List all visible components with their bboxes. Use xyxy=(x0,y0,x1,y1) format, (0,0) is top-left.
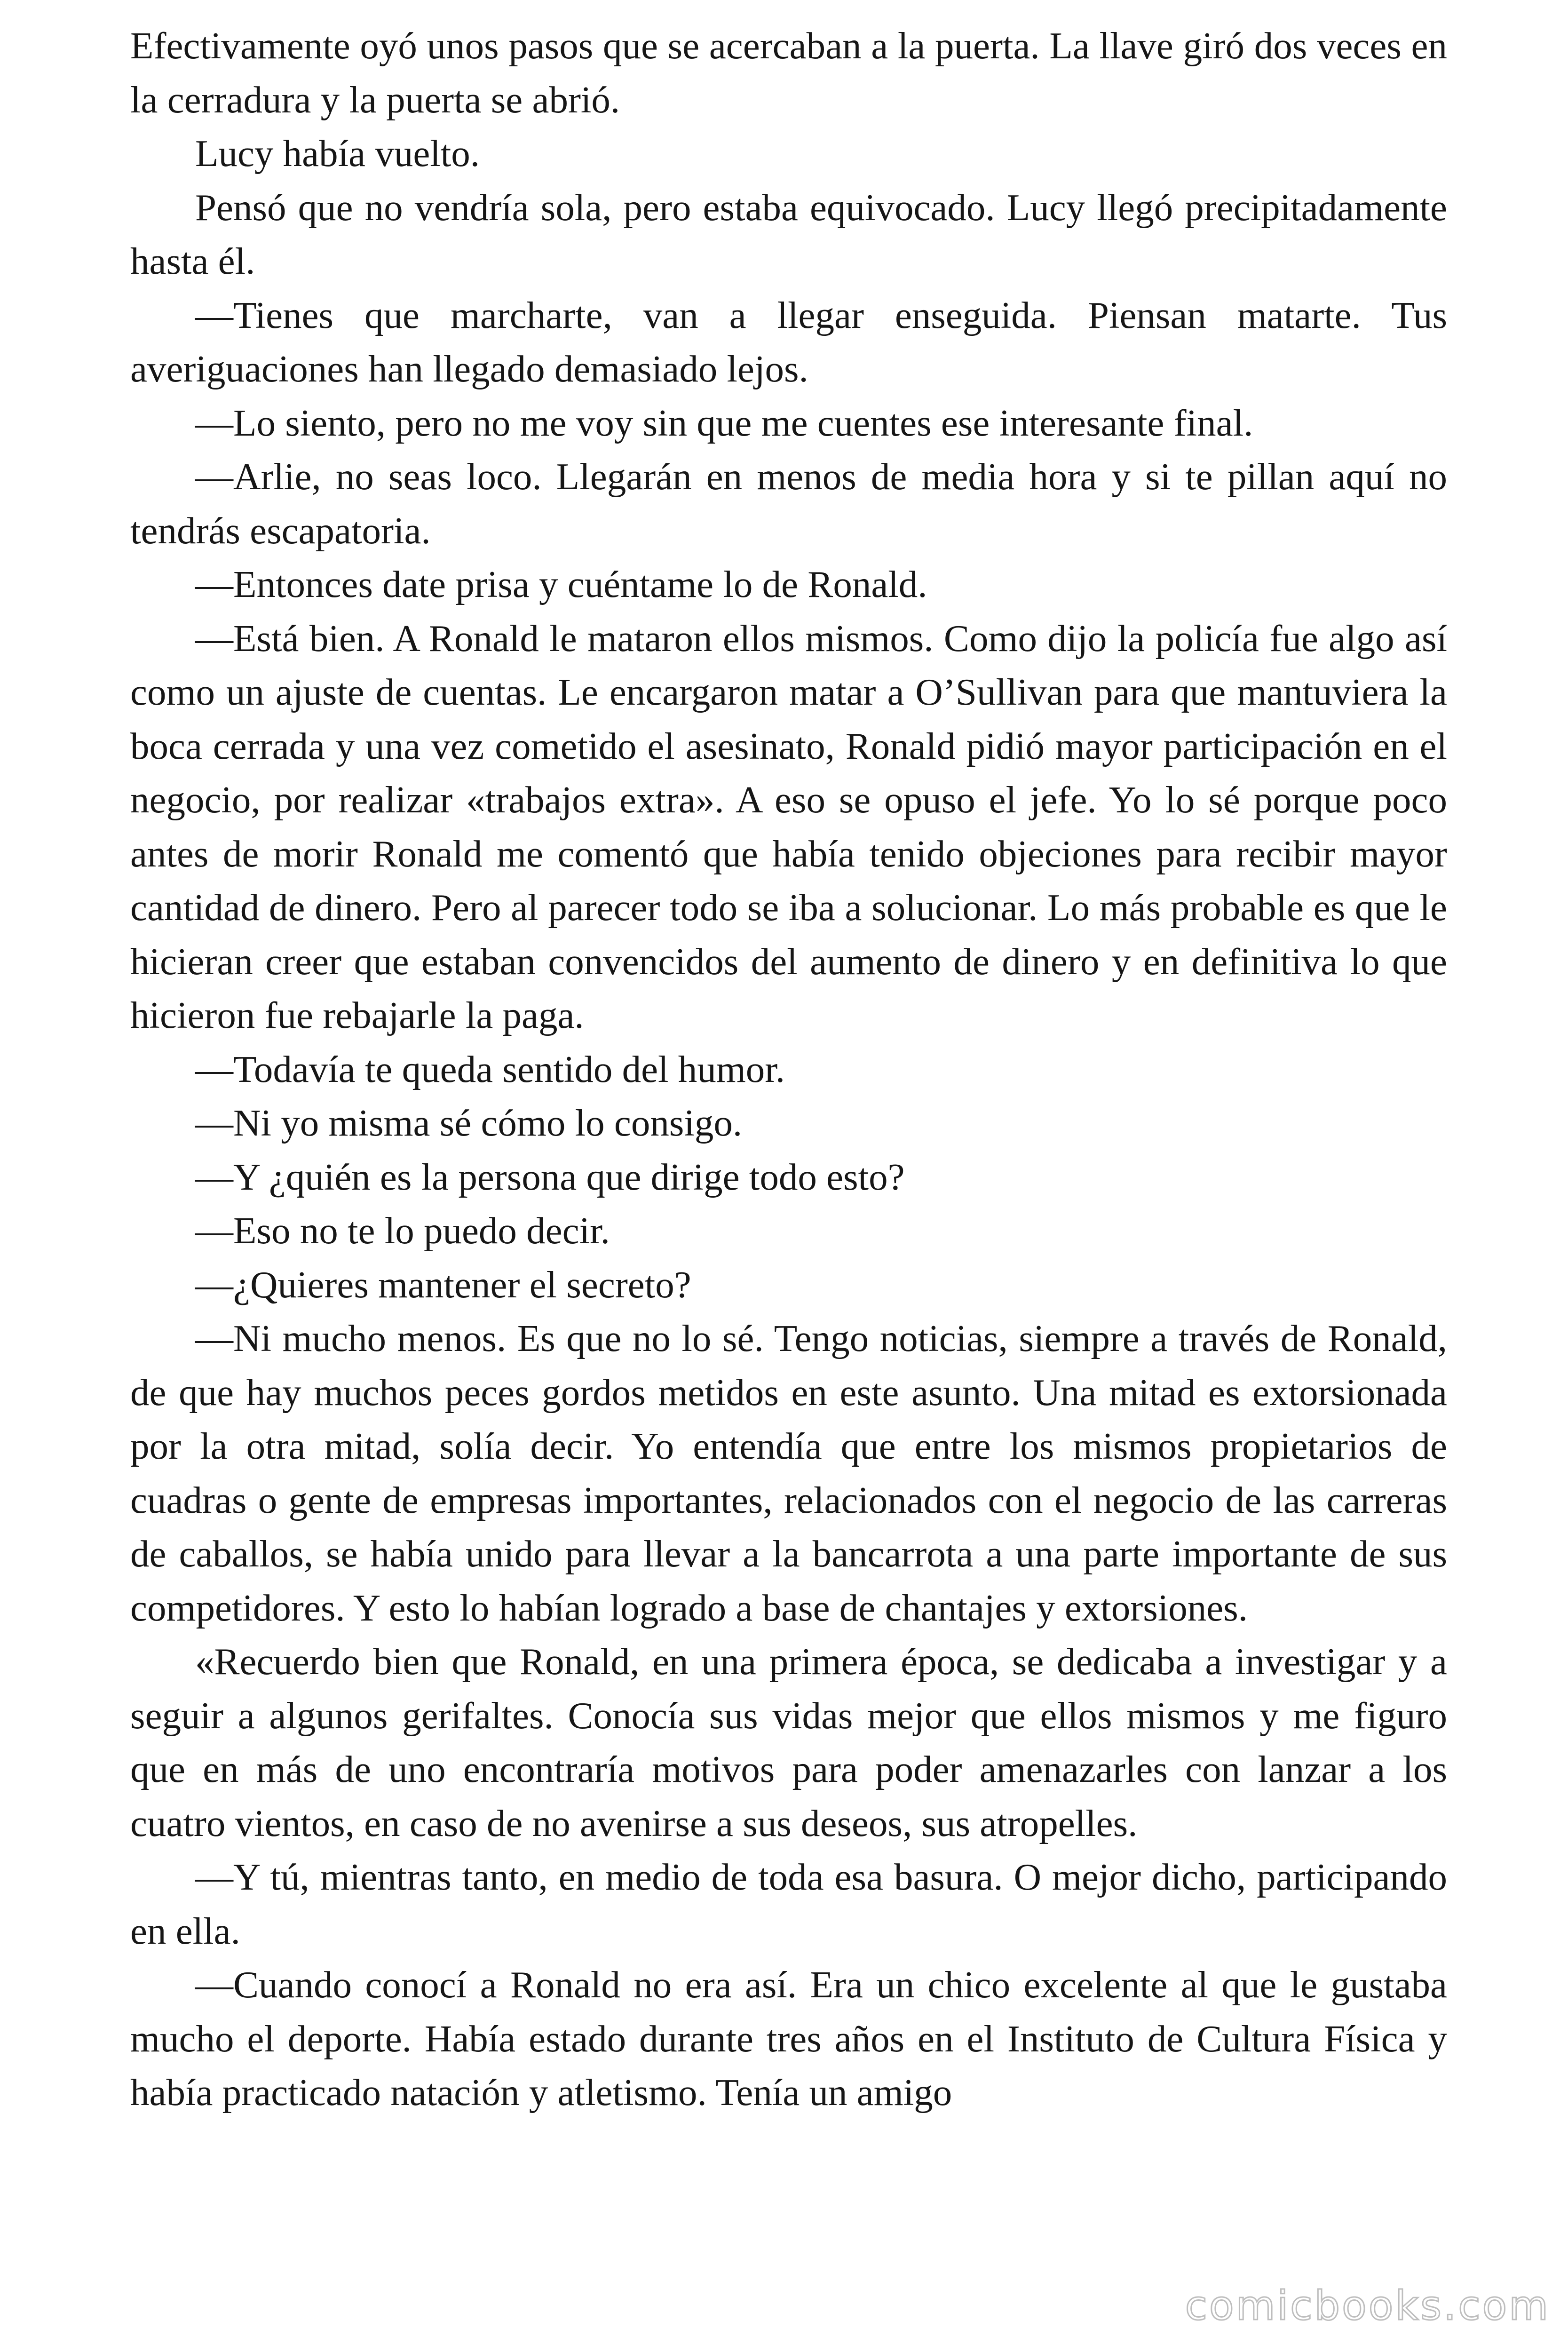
dialogue-line: —Tienes que marcharte, van a llegar enseguida. Piensan matarte. Tus averiguaciones han llegado demasiado lejos. xyxy=(130,294,1447,390)
dialogue-line: —Ni yo misma sé cómo lo consigo. xyxy=(195,1102,743,1144)
dialogue-line: —Ni mucho menos. Es que no lo sé. Tengo noticias, siempre a través de Ronald, de que hay muchos peces gordos metidos en este asunto. Una mitad es extorsionada por la otra mitad, solía decir. Yo entendía que entre los mismos propietarios de cuadras o gente de empresas importantes, relacionados con el negocio de las carreras de caballos, se había unido para llevar a la bancarrota a una parte importante de sus competidores. Y esto lo habían logrado a base de chantajes y extorsiones. xyxy=(130,1317,1447,1629)
dialogue-line: —Lo siento, pero no me voy sin que me cuentes ese interesante final. xyxy=(195,401,1253,444)
book-page-text xyxy=(130,19,1447,2120)
dialogue-line: —Cuando conocí a Ronald no era así. Era un chico excelente al que le gustaba mucho el deporte. Había estado durante tres años en el Instituto de Cultura Física y había practicado natación y atletismo. Tenía un amigo xyxy=(130,1963,1447,2114)
paragraph: Lucy había vuelto. xyxy=(195,132,480,175)
paragraph: Efectivamente oyó unos pasos que se acercaban a la puerta. La llave giró dos veces en la cerradura y la puerta se abrió. xyxy=(130,24,1447,121)
dialogue-line: —Está bien. A Ronald le mataron ellos mismos. Como dijo la policía fue algo así como un ajuste de cuentas. Le encargaron matar a O’Sullivan para que mantuviera la boca cerrada y una vez cometido el asesinato, Ronald pidió mayor participación en el negocio, por realizar «trabajos extra». A eso se opuso el jefe. Yo lo sé porque poco antes de morir Ronald me comentó que había tenido objeciones para recibir mayor cantidad de dinero. Pero al parecer todo se iba a solucionar. Lo más probable es que le hicieran creer que estaban convencidos del aumento de dinero y en definitiva lo que hicieron fue rebajarle la paga. xyxy=(130,617,1447,1036)
paragraph: Pensó que no vendría sola, pero estaba equivocado. Lucy llegó precipitadamente hasta él. xyxy=(130,186,1447,282)
dialogue-line: —Y ¿quién es la persona que dirige todo esto? xyxy=(195,1155,905,1198)
watermark: comicbooks.com xyxy=(1185,2282,1550,2329)
dialogue-line: —Eso no te lo puedo decir. xyxy=(195,1209,610,1252)
dialogue-line: —Y tú, mientras tanto, en medio de toda esa basura. O mejor dicho, participando en ella. xyxy=(130,1856,1447,1952)
dialogue-line: —Todavía te queda sentido del humor. xyxy=(195,1048,785,1090)
dialogue-line: —Arlie, no seas loco. Llegarán en menos de media hora y si te pillan aquí no tendrás escapatoria. xyxy=(130,455,1447,552)
dialogue-line: —Entonces date prisa y cuéntame lo de Ronald. xyxy=(195,563,927,605)
paragraph: «Recuerdo bien que Ronald, en una primera época, se dedicaba a investigar y a seguir a algunos gerifaltes. Conocía sus vidas mejor que ellos mismos y me figuro que en más de uno encontraría motivos para poder amenazarles con lanzar a los cuatro vientos, en caso de no avenirse a sus deseos, sus atropelles. xyxy=(130,1640,1447,1844)
dialogue-line: —¿Quieres mantener el secreto? xyxy=(195,1263,691,1306)
